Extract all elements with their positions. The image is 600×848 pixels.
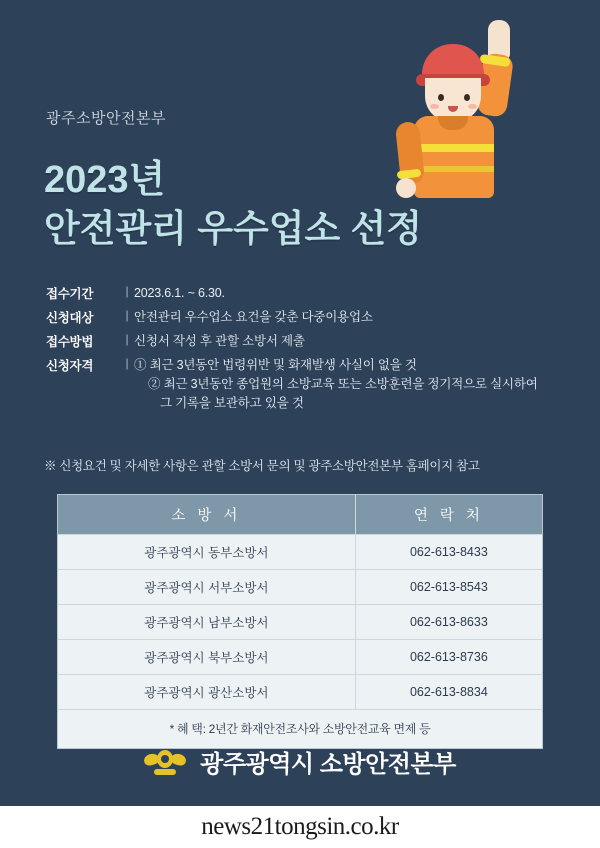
- footnote-text: ※ 신청요건 및 자세한 사항은 관할 소방서 문의 및 광주소방안전본부 홈페이지 참고: [44, 459, 480, 473]
- mascot-left-hand: [396, 178, 416, 198]
- divider-bar-icon: |: [125, 356, 129, 371]
- cell-station: 광주광역시 서부소방서: [58, 570, 355, 605]
- table-header-row: [58, 495, 542, 535]
- table-row: [58, 605, 542, 640]
- info-label-qualification: 신청자격: [46, 359, 94, 374]
- emblem-core: [157, 750, 173, 768]
- organization-name: 광주소방안전본부: [46, 110, 166, 127]
- poster-title-line1: 2023년: [44, 159, 166, 201]
- info-row-period: [46, 284, 556, 302]
- table-row: [58, 535, 542, 570]
- poster-footer: [0, 744, 600, 779]
- footer-organization-name: 광주광역시 소방안전본부: [200, 751, 456, 778]
- divider-bar-icon: |: [125, 332, 129, 347]
- mascot-reflective-stripe: [414, 144, 494, 152]
- info-list: [46, 284, 556, 419]
- table-header-station: 소 방 서: [58, 495, 355, 535]
- cell-station: 광주광역시 북부소방서: [58, 640, 355, 675]
- info-label-method: 접수방법: [46, 335, 94, 350]
- info-value-qualification: [134, 356, 538, 412]
- cell-contact: 062-613-8543: [355, 570, 542, 605]
- mascot-reflective-stripe-secondary: [414, 166, 494, 172]
- mascot-eye-left: [438, 94, 444, 101]
- info-row-qualification: [46, 356, 556, 412]
- cell-contact: 062-613-8633: [355, 605, 542, 640]
- poster-title-line2: 안전관리 우수업소 선정: [44, 208, 422, 249]
- fire-service-emblem-icon: [144, 745, 186, 779]
- cell-station: 광주광역시 남부소방서: [58, 605, 355, 640]
- qualification-item-2-continued: 그 기록을 보관하고 있을 것: [160, 395, 304, 410]
- divider-bar-icon: |: [125, 284, 129, 298]
- source-credit: news21tongsin.co.kr: [0, 806, 600, 848]
- table-row: [58, 675, 542, 710]
- info-value-target: 안전관리 우수업소 요건을 갖춘 다중이용업소: [134, 310, 373, 325]
- mascot-cheek-right: [468, 104, 477, 109]
- divider-bar-icon: |: [125, 308, 129, 323]
- mascot-cheek-left: [430, 104, 439, 109]
- fire-station-contact-table: [57, 494, 543, 749]
- info-label-period: 접수기간: [46, 287, 94, 301]
- table-row: [58, 640, 542, 675]
- info-row-method: [46, 332, 556, 350]
- cell-station: 광주광역시 동부소방서: [58, 535, 355, 570]
- benefit-note: * 혜 택: 2년간 화재안전조사와 소방안전교육 면제 등: [58, 709, 542, 748]
- emblem-base: [154, 769, 176, 775]
- cell-contact: 062-613-8834: [355, 675, 542, 710]
- table-row: [58, 570, 542, 605]
- cell-station: 광주광역시 광산소방서: [58, 675, 355, 710]
- info-value-period: 2023.6.1. ~ 6.30.: [134, 286, 225, 300]
- info-value-method: 신청서 작성 후 관할 소방서 제출: [134, 334, 305, 349]
- mascot-eye-right: [464, 94, 470, 101]
- info-label-target: 신청대상: [46, 311, 94, 326]
- qualification-item-2: ② 최근 3년동안 종업원의 소방교육 또는 소방훈련을 정기적으로 실시하여: [148, 377, 538, 392]
- info-row-target: [46, 308, 556, 326]
- firefighter-mascot-illustration: [392, 18, 542, 198]
- table-header-contact: 연 락 처: [355, 495, 542, 535]
- cell-contact: 062-613-8433: [355, 535, 542, 570]
- cell-contact: 062-613-8736: [355, 640, 542, 675]
- qualification-item-1: ① 최근 3년동안 법령위반 및 화재발생 사실이 없을 것: [134, 358, 417, 373]
